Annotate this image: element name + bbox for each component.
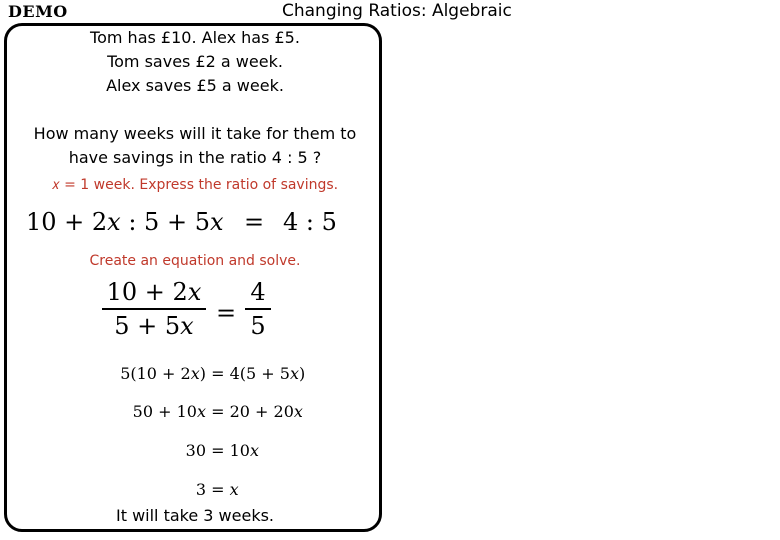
working-line-3-rhs: = 10𝑥 [211, 441, 259, 460]
step2-hint: Create an equation and solve. [89, 253, 301, 269]
story-line-2: Tom saves £2 a week. [107, 52, 283, 71]
working-line-1 [106, 364, 305, 383]
fraction-right-bar [245, 308, 271, 310]
working-line-2-lhs: 50 + 10𝑥 [132, 402, 206, 421]
page-title: Changing Ratios: Algebraic [282, 1, 512, 21]
fraction-right-numerator: 4 [250, 278, 266, 306]
story-line-3: Alex saves £5 a week. [106, 76, 284, 95]
working-line-4 [106, 480, 239, 499]
working-line-1-rhs: = 4(5 + 5𝑥) [211, 364, 306, 383]
fraction-right [245, 278, 271, 340]
target-ratio: 4 : 5 [283, 208, 337, 236]
question-line-1: How many weeks will it take for them to [33, 124, 357, 143]
working-line-2-rhs: = 20 + 20𝑥 [211, 402, 303, 421]
ratio-expression: 10 + 2𝑥 : 5 + 5𝑥 [26, 208, 224, 236]
fraction-left-bar [102, 308, 206, 310]
question-line-2: have savings in the ratio 4 : 5 ? [68, 148, 322, 167]
demo-badge: DEMO [8, 2, 68, 21]
working-line-3-lhs: 30 [185, 441, 206, 460]
step1-hint: 𝑥 = 1 week. Express the ratio of savings. [51, 177, 339, 193]
conclusion-text: It will take 3 weeks. [115, 506, 274, 525]
fraction-left-denominator: 5 + 5𝑥 [114, 312, 194, 340]
working-line-2 [106, 402, 303, 421]
fraction-right-denominator: 5 [250, 312, 266, 340]
working-line-4-lhs: 3 [195, 480, 206, 499]
fraction-left [102, 278, 206, 340]
working-line-3 [106, 441, 259, 460]
fraction-left-numerator: 10 + 2𝑥 [106, 278, 202, 306]
ratio-equals-sign: = [244, 208, 265, 236]
working-line-1-lhs: 5(10 + 2𝑥) [120, 364, 206, 383]
working-line-4-rhs: = 𝑥 [211, 480, 239, 499]
story-line-1: Tom has £10. Alex has £5. [90, 28, 300, 47]
fraction-equals-sign: = [216, 299, 237, 327]
